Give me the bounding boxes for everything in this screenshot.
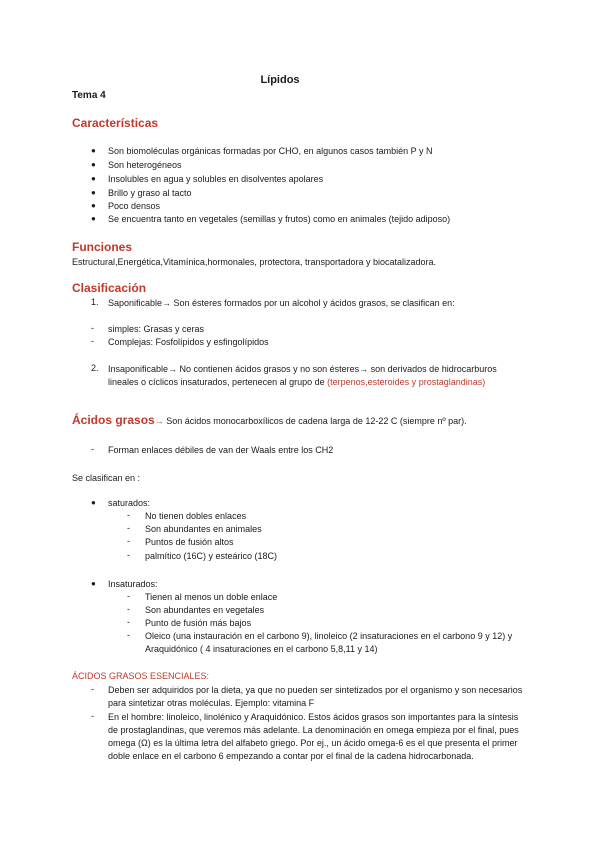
bullet-icon: ● <box>91 498 96 507</box>
funciones-text: Estructural,Energética,Vitamínica,hormonales, protectora, transportadora y biocatalizadora. <box>72 257 437 267</box>
acidos-heading: Ácidos grasos <box>72 413 155 427</box>
bullet-icon: ● <box>91 160 96 169</box>
funciones-heading: Funciones <box>72 240 133 254</box>
bullet-icon: ● <box>91 579 96 588</box>
insaponificable-text: Insaponificable→ No contienen ácidos grasos y no son ésteres→ son derivados de hidrocarburos lineales o cíclicos insaturados, pertenecen al grupo de (terpenos,esteroides y prostaglandinas) <box>108 364 497 387</box>
caracteristica-item: Se encuentra tanto en vegetales (semillas y frutos) como en animales (tejido adiposo) <box>108 214 451 224</box>
saponificable-sub-item: Complejas: Fosfolípidos y esfingolípidos <box>108 337 269 347</box>
topic-label: Tema 4 <box>72 90 106 101</box>
dash-marker: - <box>91 323 94 333</box>
caracteristica-item: Son heterogéneos <box>108 160 182 170</box>
saturados-item: Son abundantes en animales <box>145 524 262 534</box>
dash-marker: - <box>127 550 130 560</box>
dash-marker: - <box>127 536 130 546</box>
dash-marker: - <box>91 711 94 721</box>
dash-marker: - <box>91 684 94 694</box>
bullet-icon: ● <box>91 188 96 197</box>
esenciales-heading: ÁCIDOS GRASOS ESENCIALES: <box>72 671 210 681</box>
list-number: 2. <box>91 363 99 373</box>
bullet-icon: ● <box>91 201 96 210</box>
dash-marker: - <box>127 604 130 614</box>
dash-marker: - <box>91 336 94 346</box>
saturados-item: No tienen dobles enlaces <box>145 511 247 521</box>
dash-marker: - <box>127 617 130 627</box>
acidos-detail: Forman enlaces débiles de van der Waals entre los CH2 <box>108 445 334 455</box>
insaturados-item: Tienen al menos un doble enlace <box>145 592 278 602</box>
caracteristicas-heading: Características <box>72 116 159 130</box>
caracteristica-item: Son biomoléculas orgánicas formadas por CHO, en algunos casos también P y N <box>108 146 433 156</box>
bullet-icon: ● <box>91 146 96 155</box>
saponificable-sub-item: simples: Grasas y ceras <box>108 324 205 334</box>
insaponificable-groups: (terpenos,esteroides y prostaglandinas) <box>327 377 486 387</box>
dash-marker: - <box>127 591 130 601</box>
arrow-icon: → <box>154 416 164 426</box>
esenciales-item: Deben ser adquiridos por la dieta, ya que no pueden ser sintetizados por el organismo y son necesarios para sintetizar otras moléculas. Ejemplo: vitamina F <box>108 685 523 708</box>
dash-marker: - <box>91 444 94 454</box>
caracteristica-item: Brillo y graso al tacto <box>108 188 192 198</box>
bullet-icon: ● <box>91 214 96 223</box>
saturados-item: Puntos de fusión altos <box>145 537 234 547</box>
acidos-heading-line: Ácidos grasos→ Son ácidos monocarboxílicos de cadena larga de 12-22 C (siempre nº par). <box>72 413 467 427</box>
saturados-item: palmítico (16C) y esteárico (18C) <box>145 551 278 561</box>
caracteristica-item: Insolubles en agua y solubles en disolventes apolares <box>108 174 324 184</box>
bullet-icon: ● <box>91 174 96 183</box>
esenciales-item: En el hombre: linoleico, linolénico y Araquidónico. Estos ácidos grasos son importantes para la síntesis de prostaglandinas, que veremos más adelante. La denominación en omega empieza por el final, pues omega (Ω) es la última letra del alfabeto griego. Por ej., un ácido omega-6 es el que presenta el primer doble enlace en el carbono 6 empezando a contar por el final de la cadena hidrocarbonada. <box>108 712 519 761</box>
clasificacion-heading: Clasificación <box>72 281 147 295</box>
dash-marker: - <box>127 510 130 520</box>
insaturados-item: Punto de fusión más bajos <box>145 618 252 628</box>
saturados-label: saturados: <box>108 498 151 508</box>
caracteristica-item: Poco densos <box>108 201 161 211</box>
dash-marker: - <box>127 523 130 533</box>
insaturados-item: Son abundantes en vegetales <box>145 605 265 615</box>
dash-marker: - <box>127 630 130 640</box>
insaturados-label: Insaturados: <box>108 579 158 589</box>
clasifican-label: Se clasifican en : <box>72 473 141 483</box>
list-number: 1. <box>91 297 99 307</box>
document-title: Lípidos <box>260 74 300 86</box>
saponificable-text: Saponificable→ Son ésteres formados por un alcohol y ácidos grasos, se clasifican en: <box>108 298 455 308</box>
insaturados-item: Oleico (una instauración en el carbono 9), linoleico (2 insaturaciones en el carbono 9 y 12) y Araquidónico ( 4 insaturaciones en el carbono 5,8,11 y 14) <box>145 631 513 654</box>
